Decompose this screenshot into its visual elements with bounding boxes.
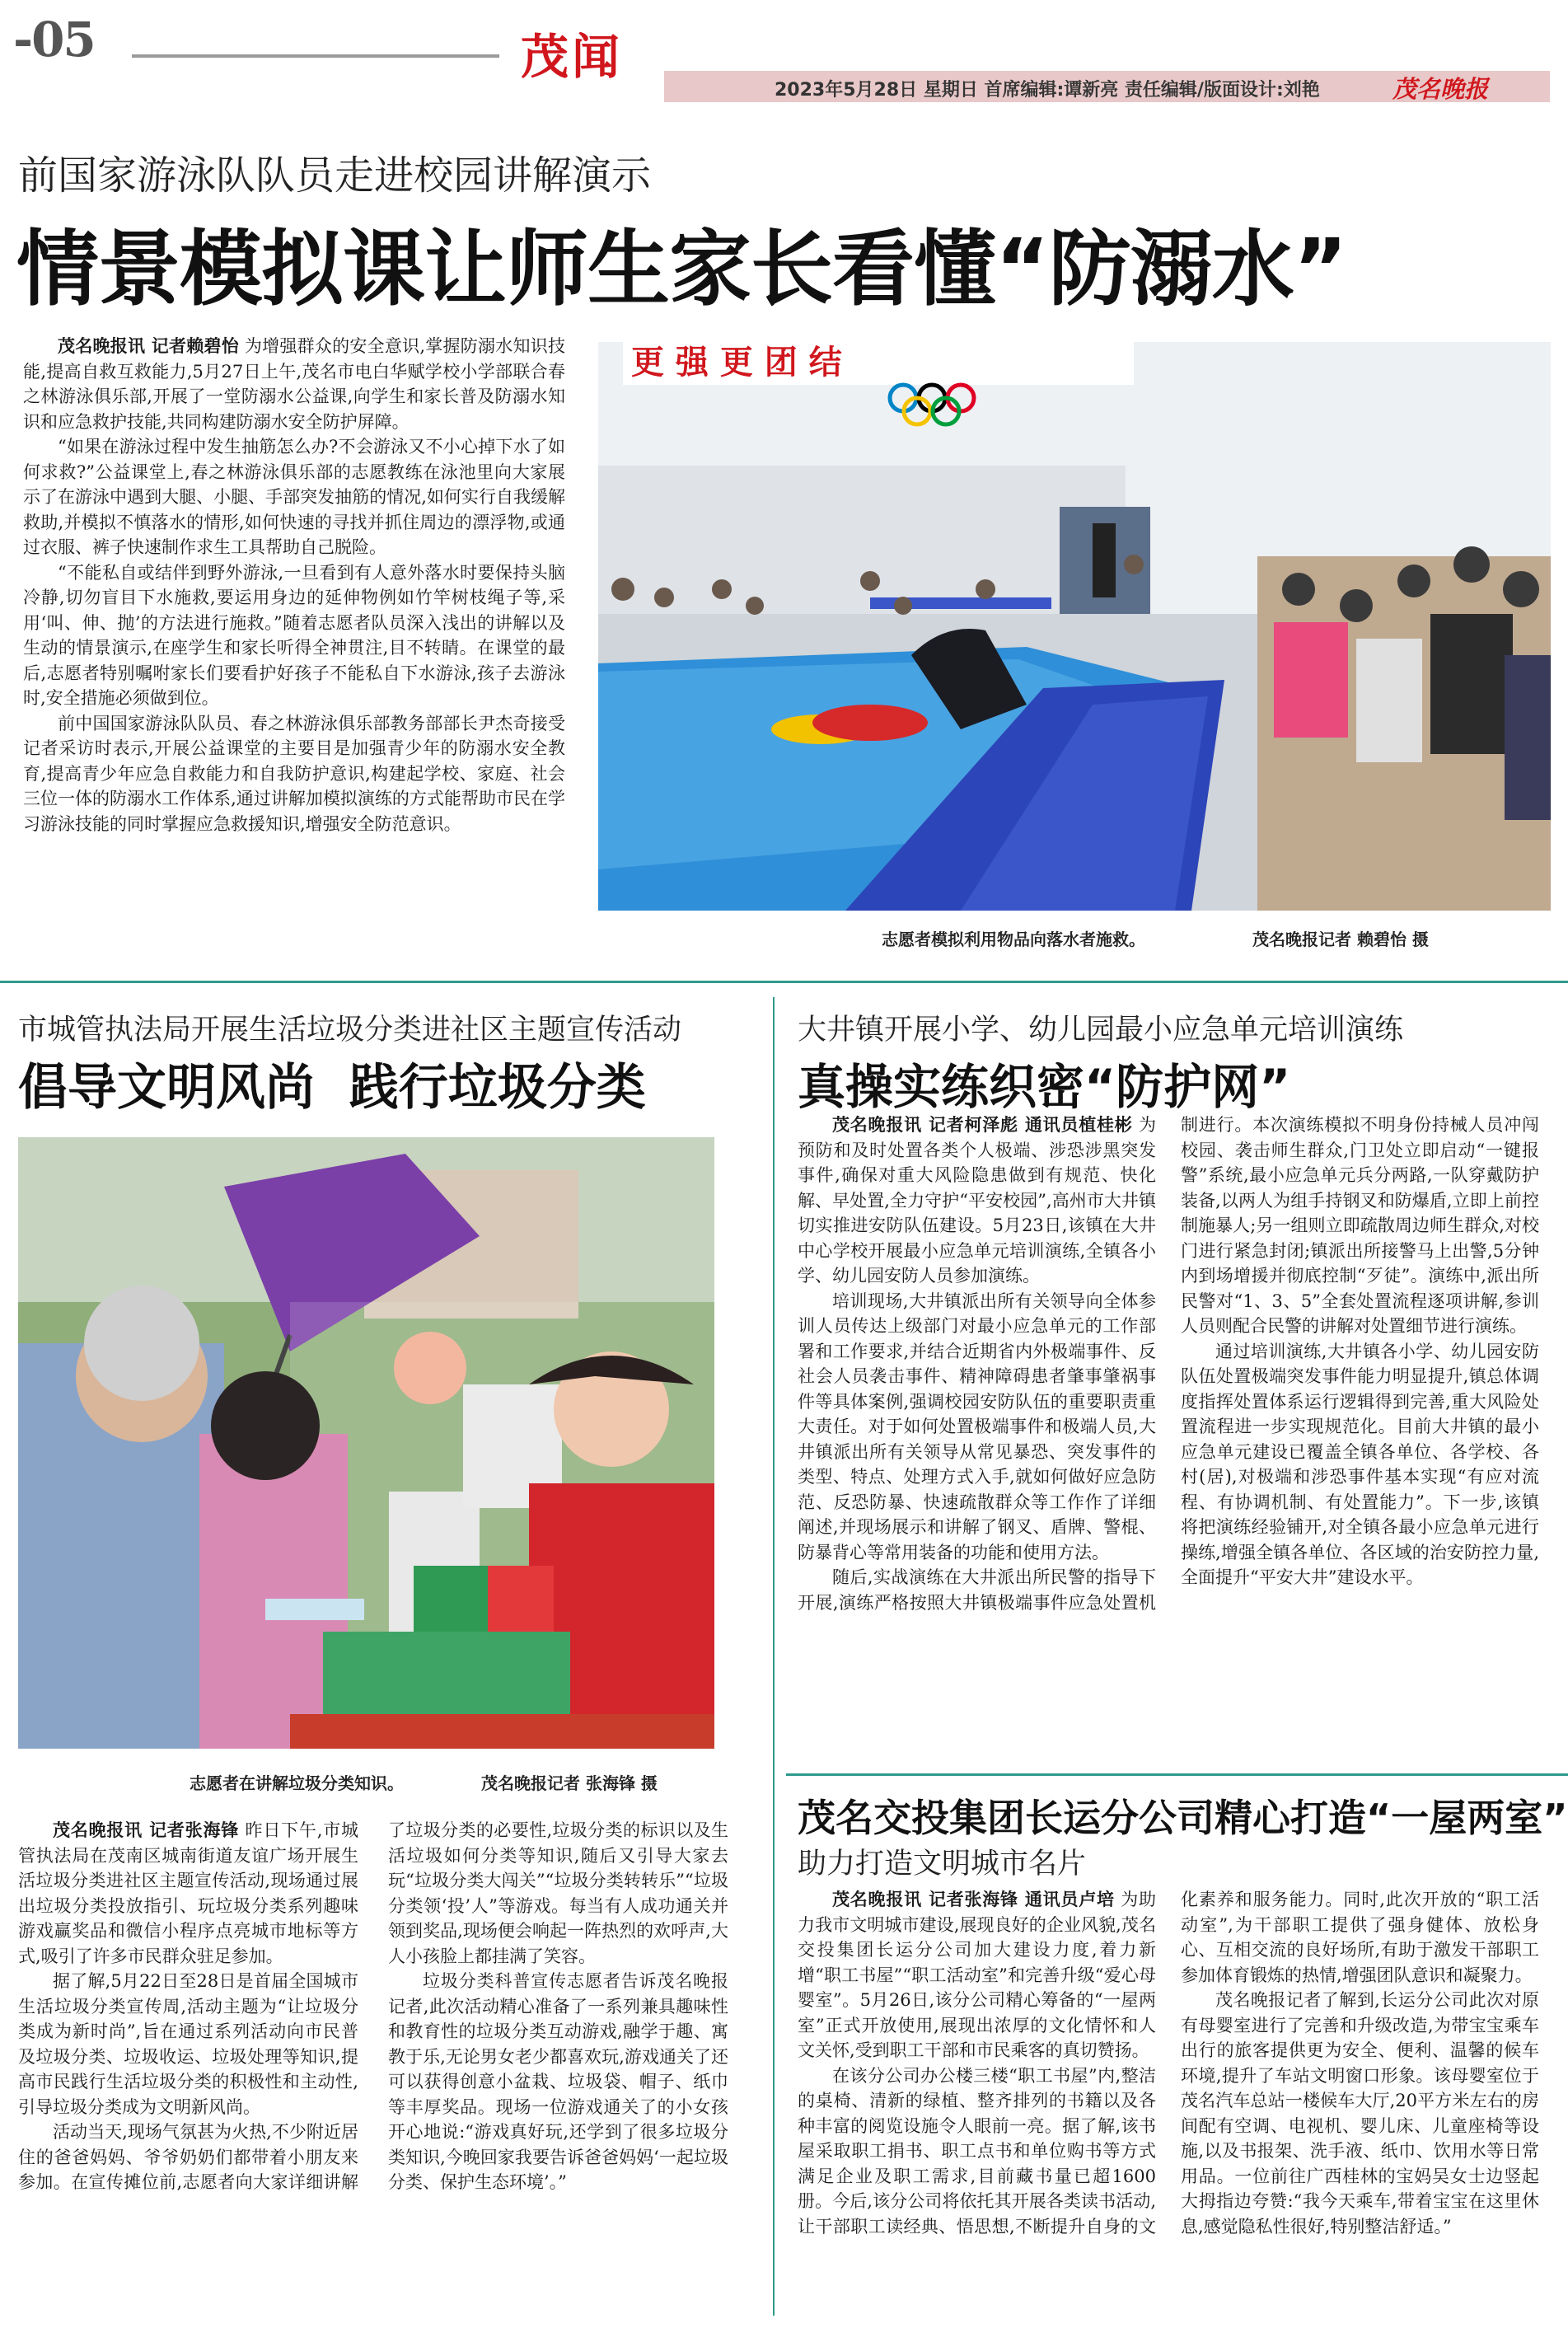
article4-paragraph: 茂名晚报记者了解到,长运分公司此次对原有母婴室进行了完善和升级改造,为带宝宝乘车出行的旅客提供更为安全、便利、温馨的候车环境,提升了车站文明窗口形象。该母婴室位于茂名汽车总站一楼候车大厅,20平方米左右的房间配有空调、电视机、婴儿床、儿童座椅等设施,以及书报架、洗手液、纸巾、饮用水等日常用品。一位前往广西桂林的宝妈吴女士边竖起大拇指边夸赞:“我今天乘车,带着宝宝在这里休息,感觉隐私性很好,特别整洁舒适。”: [1181, 1990, 1539, 2237]
article3-paragraph: 随后,实战演练在大井派出所民警的指导下开展,演练严格按照大井镇极端事件应急处置机制进行。本次演练模拟不明身份持械人员冲闯校园、袭击师生群众,门卫处立即启动“一键报警”系统,最小应急单元兵分两路,一队穿戴防护装备,以两人为组手持钢叉和防爆盾,立即上前控制施暴人;另一组则立即疏散周边师生群众,对校门进行紧急封闭;镇派出所接警马上出警,5分钟内到场增援并彻底控制“歹徒”。演练中,派出所民警对“1、3、5”全套处置流程逐项讲解,参训人员则配合民警的讲解对处置细节进行演练。: [798, 1115, 1539, 1613]
article4-byline: 茂名晚报讯 记者张海锋 通讯员卢培: [832, 1890, 1115, 1909]
article1-paragraph: “如果在游泳过程中发生抽筋怎么办?不会游泳又不小心掉下水了如何求救?”公益课堂上,春之林游泳俱乐部的志愿教练在泳池里向大家展示了在游泳中遇到大腿、小腿、手部突发抽筋的情况,如何实行自我缓解救助,并模拟不慎落水的情形,如何快速的寻找并抓住周边的漂浮物,或通过衣服、裤子快速制作求生工具帮助自己脱险。: [23, 437, 565, 557]
article4-paragraph: 在该分公司办公楼三楼“职工书屋”内,整洁的桌椅、清新的绿植、整齐排列的书籍以及各种丰富的阅览设施令人眼前一亮。据了解,该书屋采取职工捐书、职工点书和单位购书等方式满足企业及职工需求,目前藏书量已超1600册。今后,该分公司将依托其开展各类读书活动,让干部职工读经典、悟思想,不断提升自身的文化素养和服务能力。同时,此次开放的“职工活动室”,为干部职工提供了强身健体、放松身心、互相交流的良好场所,有助于激发干部职工参加体育锻炼的热情,增强团队意识和凝聚力。: [798, 1890, 1539, 2237]
article1-kicker: 前国家游泳队队员走进校园讲解演示: [18, 152, 652, 199]
article3-paragraph: 培训现场,大井镇派出所有关领导向全体参训人员传达上级部门对最小应急单元的工作部署和工作要求,并结合近期省内外极端事件、反社会人员袭击事件、精神障碍患者肇事肇祸事件等具体案例,强调校园安防队伍的重要职责重大责任。对于如何处置极端事件和极端人员,大井镇派出所有关领导从常见暴恐、突发事件的类型、特点、处理方式入手,就如何做好应急防范、反恐防暴、快速疏散群众等工作作了详细阐述,并现场展示和讲解了钢叉、盾牌、警棍、防暴背心等常用装备的功能和使用方法。: [798, 1290, 1156, 1562]
article2-headline: 倡导文明风尚 践行垃圾分类: [18, 1059, 646, 1117]
article2-photo-caption: 志愿者在讲解垃圾分类知识。: [190, 1773, 404, 1793]
article2-paragraph: 活动当天,现场气氛甚为火热,不少附近居住的爸爸妈妈、爷爷奶奶们都带着小朋友来参加。在宣传摊位前,志愿者向大家详细讲解了垃圾分类的必要性,垃圾分类的标识以及生活垃圾如何分类等知识,随后又引导大家去玩“垃圾分类大闯关”“垃圾分类转转乐”“垃圾分类领‘投’人”等游戏。每当有人成功通关并领到奖品,现场便会响起一阵热烈的欢呼声,大人小孩脸上都挂满了笑容。: [18, 1820, 728, 2192]
article2-byline: 茂名晚报讯 记者张海锋: [53, 1820, 240, 1840]
section-divider: [0, 981, 1568, 983]
page-number: -05: [13, 12, 95, 68]
article3-kicker: 大井镇开展小学、幼儿园最小应急单元培训演练: [798, 1014, 1404, 1047]
article3-headline: 真操实练织密“防护网”: [798, 1059, 1291, 1115]
section-name: 茂闻: [521, 29, 624, 85]
paper-logo: 茂名晚报: [1392, 75, 1489, 103]
article1-photo-caption: 志愿者模拟利用物品向落水者施救。: [882, 930, 1145, 949]
article1-photo-credit: 茂名晚报记者 赖碧怡 摄: [1252, 930, 1429, 949]
article1-paragraph: 前中国国家游泳队队员、春之林游泳俱乐部教务部部长尹杰奇接受记者采访时表示,开展公益课堂的主要目是加强青少年的防溺水安全教育,提高青少年应急自救能力和自我防护意识,构建起学校、家庭、社会三位一体的防溺水工作体系,通过讲解加模拟演练的方式能帮助市民在学习游泳技能的同时掌握应急救援知识,增强安全防范意识。: [23, 713, 565, 834]
article2-photo: [18, 1137, 714, 1749]
column-divider: [773, 997, 775, 2316]
photo-banner-text: 更 强 更 团 结: [631, 344, 842, 382]
section-divider: [786, 1773, 1568, 1776]
date-line: 2023年5月28日 星期日 首席编辑:谭新亮 责任编辑/版面设计:刘艳: [775, 80, 1320, 101]
article2-body: 茂名晚报讯 记者张海锋 昨日下午,市城管执法局在茂南区城南街道友谊广场开展生活垃圾分类进社区主题宣传活动,现场通过展出垃圾分类投放指引、玩垃圾分类系列趣味游戏赢奖品和微信小程序点亮城市地标等方式,吸引了许多市民群众驻足参加。 据了解,5月22日至28日是首届全国城市生活垃圾分类宣传周,活动主题为“让垃圾分类成为新时尚”,旨在通过系列活动向市民普及垃圾分类、垃圾收运、垃圾处理等知识,提高市民践行生活垃圾分类的积极性和主动性,引导垃圾分类成为文明新风尚。 活动当天,现场气氛甚为火热,不少附近居住的爸爸妈妈、爷爷奶奶们都带着小朋友来参加。在宣传摊位前,志愿者向大家详细讲解了垃圾分类的必要性,垃圾分类的标识以及生活垃圾如何分类等知识,随后又引导大家去玩“垃圾分类大闯关”“垃圾分类转转乐”“垃圾分类领‘投’人”等游戏。每当有人成功通关并领到奖品,现场便会响起一阵热烈的欢呼声,大人小孩脸上都挂满了笑容。 垃圾分类科普宣传志愿者告诉茂名晚报记者,此次活动精心准备了一系列兼具趣味性和教育性的垃圾分类互动游戏,融学于趣、寓教于乐,无论男女老少都喜欢玩,游戏通关了还可以获得创意小盆栽、垃圾袋、帽子、纸巾等丰厚奖品。现场一位游戏通关了的小女孩开心地说:“游戏真好玩,还学到了很多垃圾分类知识,今晚回家我要告诉爸爸妈妈‘一起垃圾分类、保护生态环境’。”: [18, 1818, 728, 2312]
article1-photo: [598, 342, 1551, 911]
article3-byline: 茂名晚报讯 记者柯泽彪 通讯员植桂彬: [832, 1115, 1133, 1135]
article2-kicker: 市城管执法局开展生活垃圾分类进社区主题宣传活动: [18, 1014, 682, 1047]
article4-headline: 茂名交投集团长运分公司精心打造“一屋两室”: [798, 1796, 1568, 1840]
article2-paragraph: 垃圾分类科普宣传志愿者告诉茂名晚报记者,此次活动精心准备了一系列兼具趣味性和教育性的垃圾分类互动游戏,融学于趣、寓教于乐,无论男女老少都喜欢玩,游戏通关了还可以获得创意小盆栽、垃圾袋、帽子、纸巾等丰厚奖品。现场一位游戏通关了的小女孩开心地说:“游戏真好玩,还学到了很多垃圾分类知识,今晚回家我要告诉爸爸妈妈‘一起垃圾分类、保护生态环境’。”: [388, 1971, 728, 2192]
article2-photo-credit: 茂名晚报记者 张海锋 摄: [481, 1773, 658, 1793]
header-rule-left: [132, 54, 499, 58]
article1-body: 茂名晚报讯 记者赖碧怡 为增强群众的安全意识,掌握防溺水知识技能,提高自救互救能力,5月27日上午,茂名市电白华赋学校小学部联合春之林游泳俱乐部,开展了一堂防溺水公益课,向学生和家长普及防溺水知识和应急救护技能,共同构建防溺水安全防护屏障。 “如果在游泳过程中发生抽筋怎么办?不会游泳又不小心掉下水了如何求救?”公益课堂上,春之林游泳俱乐部的志愿教练在泳池里向大家展示了在游泳中遇到大腿、小腿、手部突发抽筋的情况,如何实行自我缓解救助,并模拟不慎落水的情形,如何快速的寻找并抓住周边的漂浮物,或通过衣服、裤子快速制作求生工具帮助自己脱险。 “不能私自或结伴到野外游泳,一旦看到有人意外落水时要保持头脑冷静,切勿盲目下水施救,要运用身边的延伸物例如竹竿树枝绳子等,采用‘叫、伸、抛’的方法进行施救。”随着志愿者队员深入浅出的讲解以及生动的情景演示,在座学生和家长听得全神贯注,目不转睛。在课堂的最后,志愿者特别嘱咐家长们要看护好孩子不能私自下水游泳,孩子去游泳时,安全措施必须做到位。 前中国国家游泳队队员、春之林游泳俱乐部教务部部长尹杰奇接受记者采访时表示,开展公益课堂的主要目是加强青少年的防溺水安全教育,提高青少年应急自救能力和自我防护意识,构建起学校、家庭、社会三位一体的防溺水工作体系,通过讲解加模拟演练的方式能帮助市民在学习游泳技能的同时掌握应急救援知识,增强安全防范意识。: [23, 334, 565, 836]
article2-paragraph: 据了解,5月22日至28日是首届全国城市生活垃圾分类宣传周,活动主题为“让垃圾分类成为新时尚”,旨在通过系列活动向市民普及垃圾分类、垃圾收运、垃圾处理等知识,提高市民践行生活垃圾分类的积极性和主动性,引导垃圾分类成为文明新风尚。: [18, 1971, 358, 2117]
article4-body: 茂名晚报讯 记者张海锋 通讯员卢培 为助力我市文明城市建设,展现良好的企业风貌,茂名交投集团长运分公司加大建设力度,着力新增“职工书屋”“职工活动室”和完善升级“爱心母婴室”。5月26日,该分公司精心筹备的“一屋两室”正式开放使用,展现出浓厚的文化情怀和人文关怀,受到职工干部和市民乘客的真切赞扬。 在该分公司办公楼三楼“职工书屋”内,整洁的桌椅、清新的绿植、整齐排列的书籍以及各种丰富的阅览设施令人眼前一亮。据了解,该书屋采取职工捐书、职工点书和单位购书等方式满足企业及职工需求,目前藏书量已超1600册。今后,该分公司将依托其开展各类读书活动,让干部职工读经典、悟思想,不断提升自身的文化素养和服务能力。同时,此次开放的“职工活动室”,为干部职工提供了强身健体、放松身心、互相交流的良好场所,有助于激发干部职工参加体育锻炼的热情,增强团队意识和凝聚力。 茂名晚报记者了解到,长运分公司此次对原有母婴室进行了完善和升级改造,为带宝宝乘车出行的旅客提供更为安全、便利、温馨的候车环境,提升了车站文明窗口形象。该母婴室位于茂名汽车总站一楼候车大厅,20平方米左右的房间配有空调、电视机、婴儿床、儿童座椅等设施,以及书报架、洗手液、纸巾、饮用水等日常用品。一位前往广西桂林的宝妈吴女士边竖起大拇指边夸赞:“我今天乘车,带着宝宝在这里休息,感觉隐私性很好,特别整洁舒适。”: [798, 1887, 1539, 2316]
article1-headline: 情景模拟课让师生家长看懂“防溺水”: [16, 221, 1347, 317]
article1-paragraph: “不能私自或结伴到野外游泳,一旦看到有人意外落水时要保持头脑冷静,切勿盲目下水施救,要运用身边的延伸物例如竹竿树枝绳子等,采用‘叫、伸、抛’的方法进行施救。”随着志愿者队员深入浅出的讲解以及生动的情景演示,在座学生和家长听得全神贯注,目不转睛。在课堂的最后,志愿者特别嘱咐家长们要看护好孩子不能私自下水游泳,孩子去游泳时,安全措施必须做到位。: [23, 562, 565, 708]
article1-byline: 茂名晚报讯 记者赖碧怡: [58, 336, 239, 356]
article3-body: 茂名晚报讯 记者柯泽彪 通讯员植桂彬 为预防和及时处置各类个人极端、涉恐涉黑突发事件,确保对重大风险隐患做到有规范、快化解、早处置,全力守护“平安校园”,高州市大井镇切实推进安防队伍建设。5月23日,该镇在大井中心学校开展最小应急单元培训演练,全镇各小学、幼儿园安防人员参加演练。 培训现场,大井镇派出所有关领导向全体参训人员传达上级部门对最小应急单元的工作部署和工作要求,并结合近期省内外极端事件、反社会人员袭击事件、精神障碍患者肇事肇祸事件等具体案例,强调校园安防队伍的重要职责重大责任。对于如何处置极端事件和极端人员,大井镇派出所有关领导从常见暴恐、突发事件的类型、特点、处理方式入手,就如何做好应急防范、反恐防暴、快速疏散群众等工作作了详细阐述,并现场展示和讲解了钢叉、盾牌、警棍、防暴背心等常用装备的功能和使用方法。 随后,实战演练在大井派出所民警的指导下开展,演练严格按照大井镇极端事件应急处置机制进行。本次演练模拟不明身份持械人员冲闯校园、袭击师生群众,门卫处立即启动“一键报警”系统,最小应急单元兵分两路,一队穿戴防护装备,以两人为组手持钢叉和防爆盾,立即上前控制施暴人;另一组则立即疏散周边师生群众,对校门进行紧急封闭;镇派出所接警马上出警,5分钟内到场增援并彻底控制“歹徒”。演练中,派出所民警对“1、3、5”全套处置流程逐项讲解,参训人员则配合民警的讲解对处置细节进行演练。 通过培训演练,大井镇各小学、幼儿园安防队伍处置极端突发事件能力明显提升,镇总体调度指挥处置体系运行逻辑得到完善,重大风险处置流程进一步实现规范化。目前大井镇的最小应急单元建设已覆盖全镇各单位、各学校、各村(居),对极端和涉恐事件基本实现“有应对流程、有协调机制、有处置能力”。下一步,该镇将把演练经验铺开,对全镇各最小应急单元进行操练,增强全镇各单位、各区域的治安防控力量,全面提升“平安大井”建设水平。: [798, 1112, 1539, 1755]
article4-subhead: 助力打造文明城市名片: [798, 1848, 1087, 1881]
article3-paragraph: 通过培训演练,大井镇各小学、幼儿园安防队伍处置极端突发事件能力明显提升,镇总体调度指挥处置体系运行逻辑得到完善,重大风险处置流程进一步实现规范化。目前大井镇的最小应急单元建设已覆盖全镇各单位、各学校、各村(居),对极端和涉恐事件基本实现“有应对流程、有协调机制、有处置能力”。下一步,该镇将把演练经验铺开,对全镇各最小应急单元进行操练,增强全镇各单位、各区域的治安防控力量,全面提升“平安大井”建设水平。: [1181, 1341, 1539, 1587]
